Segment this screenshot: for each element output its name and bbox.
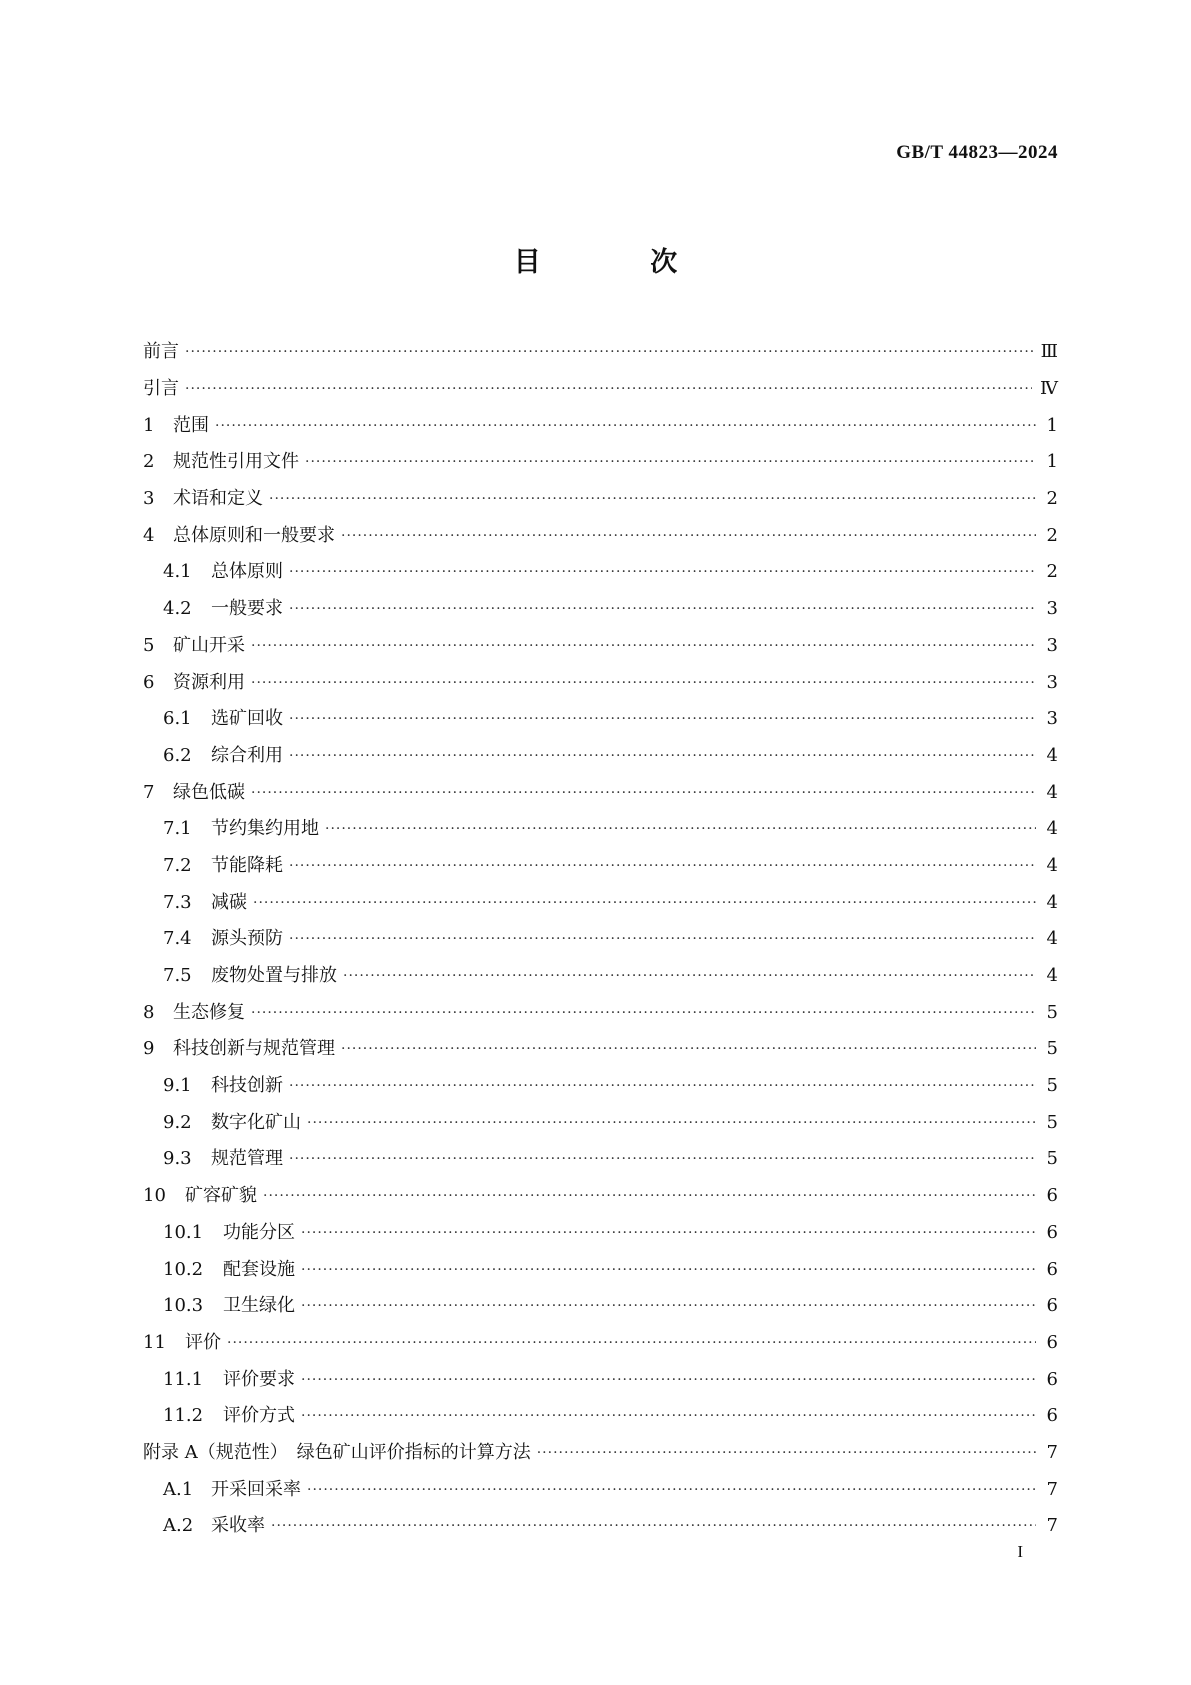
toc-entry-label: 资源利用 [173, 671, 245, 693]
toc-entry-page: 3 [1046, 671, 1058, 693]
toc-entry-number: 7.2 [163, 854, 192, 876]
toc-entry-label: 术语和定义 [173, 488, 263, 510]
toc-entry-page: 4 [1046, 818, 1058, 840]
toc-entry-page: 4 [1046, 854, 1058, 876]
toc-leader-dots [343, 966, 1036, 986]
toc-entry-page: 6 [1046, 1331, 1058, 1353]
toc-entry-number: 4.1 [163, 561, 192, 583]
toc-subentry[interactable] [143, 1508, 1058, 1545]
toc-entry-number: 11.1 [163, 1368, 204, 1390]
toc-entry-label: 矿容矿貌 [185, 1185, 257, 1207]
toc-entry-label: 总体原则 [211, 561, 283, 583]
toc-subentry[interactable] [143, 1398, 1058, 1435]
table-of-contents [143, 334, 1058, 1545]
toc-leader-dots [289, 1076, 1036, 1096]
toc-entry-page: 5 [1046, 1148, 1058, 1170]
toc-leader-dots [289, 1149, 1036, 1169]
toc-entry-number: A.1 [163, 1478, 194, 1500]
page-title: 目 次 [513, 247, 728, 278]
toc-entry-page: 7 [1046, 1441, 1058, 1463]
toc-entry-page: 6 [1046, 1258, 1058, 1280]
toc-entry-number: 6.1 [163, 708, 192, 730]
toc-entry-number: A.2 [163, 1515, 194, 1537]
toc-entry-page: 1 [1046, 414, 1058, 436]
toc-leader-dots [289, 746, 1036, 766]
toc-leader-dots [301, 1223, 1036, 1243]
toc-entry-page: 2 [1046, 561, 1058, 583]
toc-leader-dots [307, 1480, 1036, 1500]
toc-entry-appendix-a[interactable] [143, 1435, 1058, 1472]
toc-entry-label: 数字化矿山 [211, 1111, 301, 1133]
toc-entry-page: 4 [1046, 744, 1058, 766]
toc-entry-number: 9.2 [163, 1111, 192, 1133]
toc-entry-page: 5 [1046, 1075, 1058, 1097]
toc-entry-label: 减碳 [211, 891, 247, 913]
toc-entry-number: 9 [143, 1038, 155, 1060]
toc-subentry[interactable] [143, 1251, 1058, 1288]
toc-entry-number: 9.3 [163, 1148, 192, 1170]
toc-leader-dots [289, 929, 1036, 949]
toc-entry-label: 节能降耗 [211, 854, 283, 876]
toc-entry-page: 6 [1046, 1185, 1058, 1207]
toc-entry-number: 7.5 [163, 965, 192, 987]
toc-entry-label: 科技创新 [211, 1075, 283, 1097]
toc-entry-number: 10.1 [163, 1221, 204, 1243]
toc-entry-number: 10.3 [163, 1295, 204, 1317]
toc-leader-dots [269, 489, 1036, 509]
toc-entry-label: 节约集约用地 [211, 818, 319, 840]
toc-entry-page: 4 [1046, 928, 1058, 950]
toc-entry-number: 3 [143, 488, 155, 510]
toc-subentry[interactable] [143, 1068, 1058, 1105]
toc-entry-number: 1 [143, 414, 155, 436]
toc-entry-page: 5 [1046, 1001, 1058, 1023]
toc-entry-label: 综合利用 [211, 744, 283, 766]
toc-entry-page: Ⅲ [1040, 341, 1058, 363]
toc-entry-number: 4 [143, 524, 155, 546]
toc-entry-page: 4 [1046, 891, 1058, 913]
toc-leader-dots [301, 1260, 1036, 1280]
toc-entry-number: 7.3 [163, 891, 192, 913]
toc-entry[interactable] [143, 1178, 1058, 1215]
toc-entry-number: 8 [143, 1001, 155, 1023]
toc-entry[interactable] [143, 664, 1058, 701]
toc-entry-number: 7.1 [163, 818, 192, 840]
toc-entry-page: 7 [1046, 1515, 1058, 1537]
toc-entry-number: 11 [143, 1331, 166, 1353]
toc-entry-label: 选矿回收 [211, 708, 283, 730]
toc-entry[interactable] [143, 774, 1058, 811]
toc-entry-foreword[interactable] [143, 334, 1058, 371]
toc-entry-label: 范围 [173, 414, 209, 436]
toc-entry-page: 3 [1046, 598, 1058, 620]
toc-entry-label: 开采回采率 [211, 1478, 301, 1500]
toc-entry-number: 10 [143, 1185, 166, 1207]
toc-subentry[interactable] [143, 921, 1058, 958]
toc-subentry[interactable] [143, 958, 1058, 995]
toc-leader-dots [251, 673, 1036, 693]
toc-leader-dots [251, 1003, 1036, 1023]
toc-entry-number: 7.4 [163, 928, 192, 950]
toc-leader-dots [325, 819, 1036, 839]
toc-subentry[interactable] [143, 738, 1058, 775]
toc-subentry[interactable] [143, 554, 1058, 591]
toc-subentry[interactable] [143, 1104, 1058, 1141]
toc-entry-number: 4.2 [163, 598, 192, 620]
toc-entry-number: 9.1 [163, 1075, 192, 1097]
toc-entry[interactable] [143, 1325, 1058, 1362]
toc-entry[interactable] [143, 481, 1058, 518]
toc-leader-dots [301, 1406, 1036, 1426]
toc-subentry[interactable] [143, 1215, 1058, 1252]
toc-leader-dots [341, 526, 1036, 546]
toc-leader-dots [537, 1443, 1036, 1463]
toc-entry-label: 规范管理 [211, 1148, 283, 1170]
toc-leader-dots [263, 1186, 1036, 1206]
toc-entry-page: 5 [1046, 1038, 1058, 1060]
toc-entry-label: 废物处置与排放 [211, 965, 337, 987]
toc-entry[interactable] [143, 517, 1058, 554]
toc-entry-number: 11.2 [163, 1405, 204, 1427]
toc-subentry[interactable] [143, 884, 1058, 921]
toc-entry[interactable] [143, 994, 1058, 1031]
toc-subentry[interactable] [143, 591, 1058, 628]
toc-entry-label: 科技创新与规范管理 [173, 1038, 335, 1060]
toc-entry-page: 4 [1046, 781, 1058, 803]
toc-subentry[interactable] [143, 701, 1058, 738]
toc-entry-introduction[interactable] [143, 371, 1058, 408]
toc-entry-label: 一般要求 [211, 598, 283, 620]
toc-leader-dots [289, 599, 1036, 619]
toc-leader-dots [289, 709, 1036, 729]
toc-entry-number: 2 [143, 451, 155, 473]
toc-subentry[interactable] [143, 811, 1058, 848]
toc-leader-dots [289, 856, 1036, 876]
toc-entry-label: 源头预防 [211, 928, 283, 950]
toc-entry-label: 采收率 [211, 1515, 265, 1537]
toc-entry-page: 6 [1046, 1295, 1058, 1317]
toc-entry[interactable] [143, 444, 1058, 481]
toc-leader-dots [215, 416, 1036, 436]
toc-entry-page: 3 [1046, 708, 1058, 730]
toc-leader-dots [251, 783, 1036, 803]
toc-entry-page: 6 [1046, 1405, 1058, 1427]
toc-leader-dots [301, 1370, 1036, 1390]
toc-subentry[interactable] [143, 1361, 1058, 1398]
toc-leader-dots [185, 342, 1033, 362]
toc-entry-page: 6 [1046, 1368, 1058, 1390]
toc-subentry[interactable] [143, 1471, 1058, 1508]
toc-entry-number: 5 [143, 634, 155, 656]
page-number: I [1017, 1542, 1023, 1561]
toc-entry-label: 前言 [143, 341, 179, 363]
toc-entry[interactable] [143, 628, 1058, 665]
toc-entry[interactable] [143, 407, 1058, 444]
toc-entry-label: 附录 A（规范性） 绿色矿山评价指标的计算方法 [143, 1441, 531, 1463]
toc-entry-number: 10.2 [163, 1258, 204, 1280]
toc-leader-dots [305, 452, 1036, 472]
toc-entry-page: 2 [1046, 524, 1058, 546]
toc-entry-page: Ⅳ [1040, 378, 1058, 400]
toc-entry-label: 评价要求 [223, 1368, 295, 1390]
toc-leader-dots [307, 1113, 1036, 1133]
toc-entry-label: 生态修复 [173, 1001, 245, 1023]
toc-entry-label: 评价 [185, 1331, 221, 1353]
toc-entry-page: 1 [1046, 451, 1058, 473]
toc-leader-dots [341, 1039, 1036, 1059]
toc-leader-dots [253, 893, 1036, 913]
toc-entry-page: 3 [1046, 634, 1058, 656]
toc-leader-dots [185, 379, 1032, 399]
toc-entry-label: 总体原则和一般要求 [173, 524, 335, 546]
toc-subentry[interactable] [143, 1288, 1058, 1325]
toc-entry-label: 卫生绿化 [223, 1295, 295, 1317]
toc-entry[interactable] [143, 1031, 1058, 1068]
toc-subentry[interactable] [143, 1141, 1058, 1178]
toc-entry-label: 引言 [143, 378, 179, 400]
toc-entry-number: 6.2 [163, 744, 192, 766]
toc-leader-dots [251, 636, 1036, 656]
toc-leader-dots [289, 562, 1036, 582]
toc-entry-label: 配套设施 [223, 1258, 295, 1280]
toc-leader-dots [227, 1333, 1036, 1353]
toc-entry-page: 5 [1046, 1111, 1058, 1133]
toc-entry-number: 7 [143, 781, 155, 803]
toc-entry-page: 2 [1046, 488, 1058, 510]
toc-subentry[interactable] [143, 848, 1058, 885]
toc-entry-number: 6 [143, 671, 155, 693]
toc-entry-page: 6 [1046, 1221, 1058, 1243]
toc-leader-dots [271, 1516, 1036, 1536]
toc-entry-label: 功能分区 [223, 1221, 295, 1243]
toc-entry-label: 矿山开采 [173, 634, 245, 656]
toc-entry-page: 7 [1046, 1478, 1058, 1500]
toc-entry-label: 规范性引用文件 [173, 451, 299, 473]
standard-number: GB/T 44823—2024 [896, 142, 1058, 163]
toc-entry-label: 评价方式 [223, 1405, 295, 1427]
toc-leader-dots [301, 1296, 1036, 1316]
toc-entry-label: 绿色低碳 [173, 781, 245, 803]
toc-entry-page: 4 [1046, 965, 1058, 987]
